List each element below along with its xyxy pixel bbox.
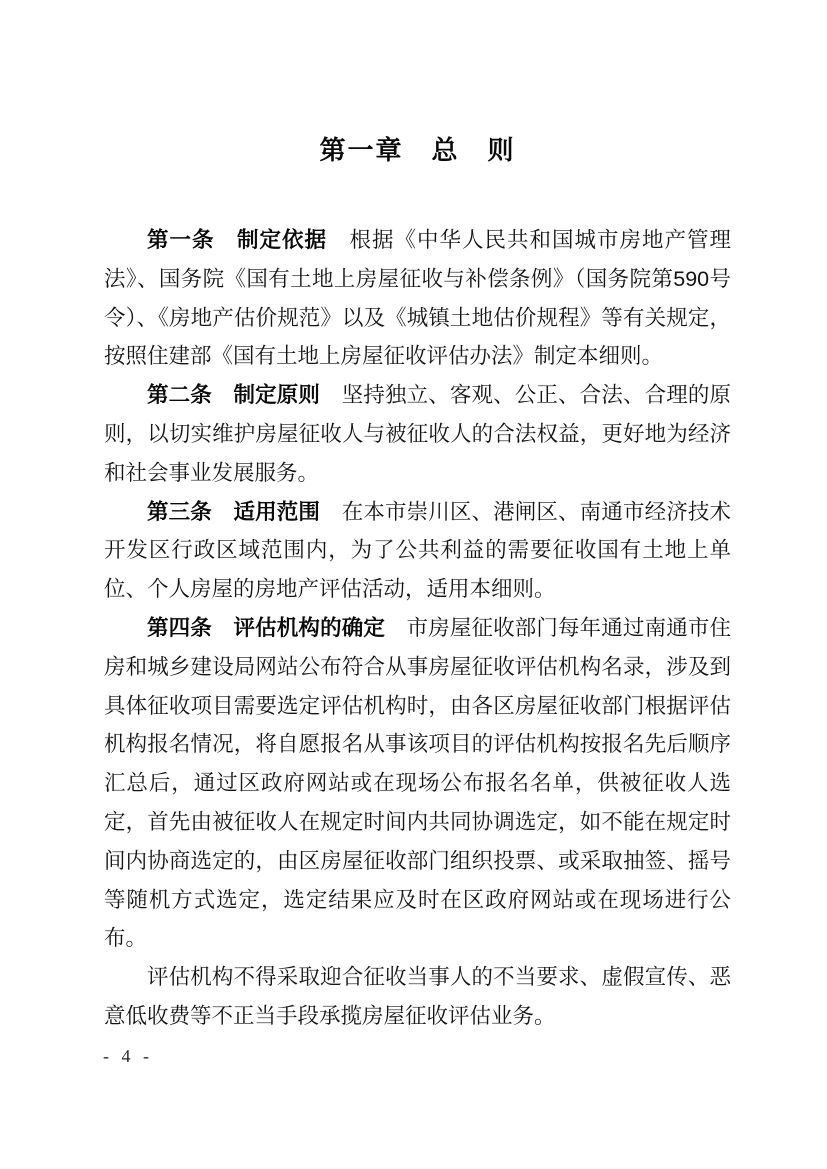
article-4-heading: 第四条 评估机构的确定: [147, 615, 385, 640]
article-2-paragraph: [104, 376, 731, 492]
document-content: [104, 0, 731, 1036]
article-4-body: 市房屋征收部门每年通过南通市住房和城乡建设局网站公布符合从事房屋征收评估机构名录，涉及到具体征收项目需要选定评估机构时，由各区房屋征收部门根据评估机构报名情况，将自愿报名从事该项目的评估机构按报名先后顺序汇总后，通过区政府网站或在现场公布报名名单，供被征收人选定，首先由被征收人在规定时间内共同协调选定，如不能在规定时间内协商选定的，由区房屋征收部门组织投票、或采取抽签、摇号等随机方式选定，选定结果应及时在区政府网站或在现场进行公布。: [104, 615, 731, 951]
article-1-heading: 第一条 制定依据: [147, 228, 327, 252]
chapter-title: 第一章 总 则: [319, 135, 516, 165]
article-4-second-paragraph: [104, 958, 731, 1036]
article-1-body: 根据《中华人民共和国城市房地产管理法》、国务院《国有土地上房屋征收与补偿条例》（国务院第590号令）、《房地产估价规范》以及《城镇土地估价规程》等有关规定，按照住建部《国有土地上房屋征收评估办法》制定本细则。: [104, 228, 731, 369]
page-number: - 4 -: [103, 1046, 153, 1066]
article-3-paragraph: [104, 493, 731, 609]
article-3-heading: 第三条 适用范围: [147, 499, 321, 524]
article-3-body: 在本市崇川区、港闸区、南通市经济技术开发区行政区域范围内，为了公共利益的需要征收国有土地上单位、个人房屋的房地产评估活动，适用本细则。: [104, 499, 731, 602]
article-2-body: 坚持独立、客观、公正、合法、合理的原则，以切实维护房屋征收人与被征收人的合法权益，更好地为经济和社会事业发展服务。: [104, 383, 731, 485]
article-4-second-body: 评估机构不得采取迎合征收当事人的不当要求、虚假宣传、恶意低收费等不正当手段承揽房屋征收评估业务。: [104, 965, 731, 1028]
article-2-heading: 第二条 制定原则: [147, 383, 321, 408]
article-1-paragraph: [104, 221, 731, 376]
article-4-paragraph: [104, 609, 731, 958]
